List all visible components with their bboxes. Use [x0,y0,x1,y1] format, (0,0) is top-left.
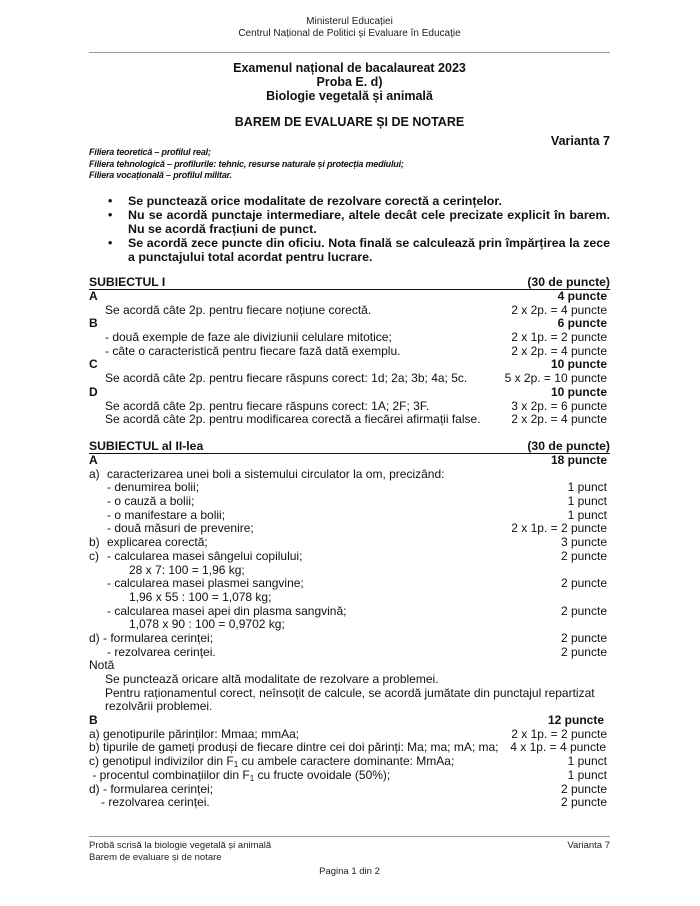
scoring-row: b) tipurile de gameți produși de fiecare dintre cei doi părinți: Ma; ma; mA; ma; 4 x 1p. = 4 puncte [89,740,606,755]
ministry-name: Ministerul Educației [306,16,393,27]
filiera-vocationala: Filiera vocațională – profilul militar. [89,170,232,180]
scoring-row: d) - formularea cerinței; 2 puncte [89,630,607,645]
scoring-row: - calcularea masei plasmei sangvine; 2 puncte [107,576,607,591]
item-b-header: B 12 puncte [89,713,604,728]
exam-subject: Biologie vegetală și animală [266,89,433,103]
item-a-header: A 18 puncte [89,453,607,467]
subiect-2-points: (30 de puncte) [527,439,610,453]
barem-title: BAREM DE EVALUARE ȘI DE NOTARE [234,115,465,129]
scoring-row: - o manifestare a bolii; 1 punct [107,507,607,522]
calculation-row: 1,96 x 55 : 100 = 1,078 kg; [129,589,272,604]
scoring-row: - câte o caracteristică pentru fiecare fază dată exemplu. 2 x 2p. = 4 puncte [105,343,607,358]
calculation-row: 28 x 7: 100 = 1,96 kg; [129,562,245,577]
subiect-1-title: SUBIECTUL I [89,275,166,289]
note-title: Notă [89,658,115,673]
scoring-row: a) caracterizarea unei boli a sistemului circulator la om, precizând: [89,466,445,481]
scoring-row: - două măsuri de prevenire; 2 x 1p. = 2 puncte [107,521,607,536]
item-b-header: B 6 puncte [89,316,607,331]
item-c-header: C 10 puncte [89,357,607,372]
scoring-row: - două exemple de faze ale diviziunii celulare mitotice; 2 x 1p. = 2 puncte [105,330,607,345]
footer-exam-name: Probă scrisă la biologie vegetală și animală [89,840,272,851]
scoring-row: Se acordă câte 2p. pentru fiecare răspuns corect: 1d; 2a; 3b; 4a; 5c. 5 x 2p. = 10 puncte [105,371,607,386]
scoring-row: - denumirea bolii; 1 punct [107,480,607,495]
scoring-row: a) genotipurile părinților: Mmaa; mmAa; 2 x 1p. = 2 puncte [89,726,607,741]
scoring-row: b) explicarea corectă; 3 puncte [89,535,607,550]
footer-variant: Varianta 7 [567,840,610,851]
scoring-row: c) - calcularea masei sângelui copilului; 2 puncte [89,548,607,563]
subiect-2-section [89,440,610,810]
general-rules-list [104,194,610,264]
note-line: rezolvării problemei. [105,699,213,714]
rule-item: • Se punctează orice modalitate de rezolvare corectă a cerințelor. [108,194,502,208]
subiect-1-heading [89,276,610,290]
scoring-row: d) - formularea cerinței; 2 puncte [89,781,607,796]
footer-doc-type: Barem de evaluare și de notare [89,851,222,863]
rule-item: • Nu se acordă punctaje intermediare, altele decât cele precizate explicit în barem. Nu se acordă fracțiuni de punct. [108,208,610,236]
scoring-row: c) genotipul indivizilor din $F_1$ cu ambele caractere dominante: MmAa; 1 punct [89,754,607,770]
subiect-1-section [89,276,610,427]
subiect-2-heading [89,440,610,454]
scoring-row: Se acordă câte 2p. pentru fiecare răspuns corect: 1A; 2F; 3F. 3 x 2p. = 6 puncte [105,398,607,413]
note-line: Se punctează oricare altă modalitate de rezolvare a problemei. [105,672,439,686]
note-line: Pentru raționamentul corect, neînsoțit de calcule, se acordă jumătate din punctajul repartizat [105,685,595,700]
exam-title: Examenul național de bacalaureat 2023 [233,61,466,75]
item-d-points: 10 puncte [550,384,607,399]
variant-label: Varianta 7 [550,134,610,148]
rule-item: • Se acordă zece puncte din oficiu. Nota finală se calculează prin împărțirea la zece a punctajului total acordat pentru lucrare. [108,236,610,264]
scoring-row: - rezolvarea cerinței. 2 puncte [107,644,607,659]
page-number: Pagina 1 din 2 [319,866,380,877]
filiera-teoretica: Filiera teoretică – profilul real; [89,147,211,157]
scoring-row: Se acordă câte 2p. pentru modificarea corectă a fiecărei afirmații false. 2 x 2p. = 4 puncte [105,412,607,427]
bullet-icon: • [108,194,113,208]
scoring-row: - procentul combinațiilor din $F_1$ cu fructe ovoidale (50%); 1 punct [89,767,607,783]
item-b-points: 6 puncte [557,316,607,331]
header-rule [89,52,610,53]
subiect-1-points: (30 de puncte) [527,275,610,289]
center-name: Centrul Național de Politici și Evaluare în Educație [238,28,461,39]
item-a-points: 18 puncte [550,453,607,467]
item-a-header: A 4 puncte [89,289,607,303]
exam-proba: Proba E. d) [316,75,383,89]
scoring-row: - rezolvarea cerinței. 2 puncte [101,795,607,810]
scoring-row: - o cauză a bolii; 1 punct [107,494,607,509]
footer [89,840,610,878]
item-d-header: D 10 puncte [89,384,607,399]
bullet-icon: • [108,236,113,250]
item-a-points: 4 puncte [557,289,607,303]
filiera-tehnologica: Filiera tehnologică – profilurile: tehnic, resurse naturale și protecția mediului; [89,158,404,169]
calculation-row: 1,078 x 90 : 100 = 0,9702 kg; [129,617,285,632]
subiect-2-title: SUBIECTUL al II-lea [89,439,204,453]
item-b-points: 12 puncte [547,713,604,728]
scoring-row: - calcularea masei apei din plasma sangvină; 2 puncte [107,603,607,618]
bullet-icon: • [108,208,113,222]
item-c-points: 10 puncte [550,357,607,372]
scoring-row: Se acordă câte 2p. pentru fiecare noțiune corectă. 2 x 2p. = 4 puncte [105,302,607,317]
footer-rule [89,836,610,837]
